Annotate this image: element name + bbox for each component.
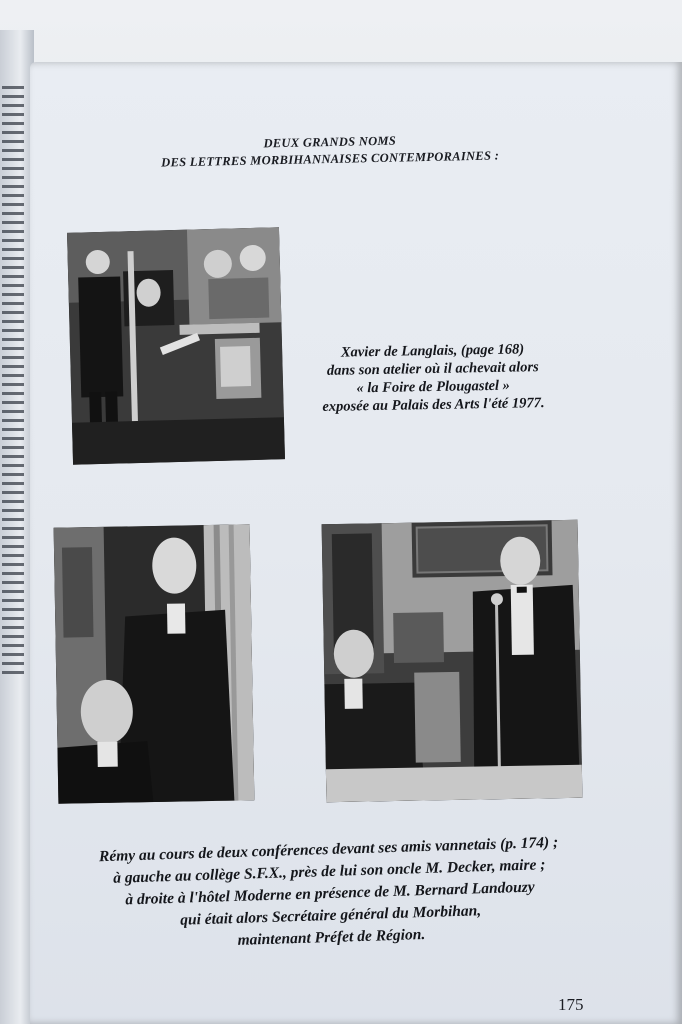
page-heading	[110, 129, 551, 172]
caption-remy	[48, 830, 611, 958]
caption-remy-line-5: maintenant Préfet de Région.	[237, 926, 426, 949]
caption-remy-line-3: à droite à l'hôtel Moderne en présence de M. Bernard Landouzy	[125, 878, 535, 909]
caption-remy-line-2: à gauche au collège S.F.X., près de lui son oncle M. Decker, maire ;	[112, 856, 546, 887]
photo-artist-studio	[67, 227, 285, 464]
facing-page-text-lines	[2, 80, 24, 680]
caption-artist-line-4: exposée au Palais des Arts l'été 1977.	[322, 395, 545, 415]
caption-artist-line-2: dans son atelier où il achevait alors	[326, 359, 539, 379]
caption-artist-line-1: Xavier de Langlais, (page 168)	[340, 341, 525, 361]
heading-line-2: DES LETTRES MORBIHANNAISES CONTEMPORAINES :	[161, 148, 500, 170]
book-page	[30, 62, 682, 1024]
caption-remy-line-1: Rémy au cours de deux conférences devant ses amis vannetais (p. 174) ;	[98, 833, 559, 866]
caption-artist	[287, 339, 578, 416]
caption-remy-line-4: qui était alors Secrétaire général du Morbihan,	[179, 902, 482, 929]
caption-artist-line-3: « la Foire de Plougastel »	[356, 377, 511, 397]
facing-page-edge	[0, 30, 34, 1024]
photo-conference-hotel	[322, 520, 583, 802]
page-number: 175	[558, 995, 584, 1014]
photo-conference-college	[54, 524, 255, 803]
heading-line-1: DEUX GRANDS NOMS	[263, 133, 397, 151]
